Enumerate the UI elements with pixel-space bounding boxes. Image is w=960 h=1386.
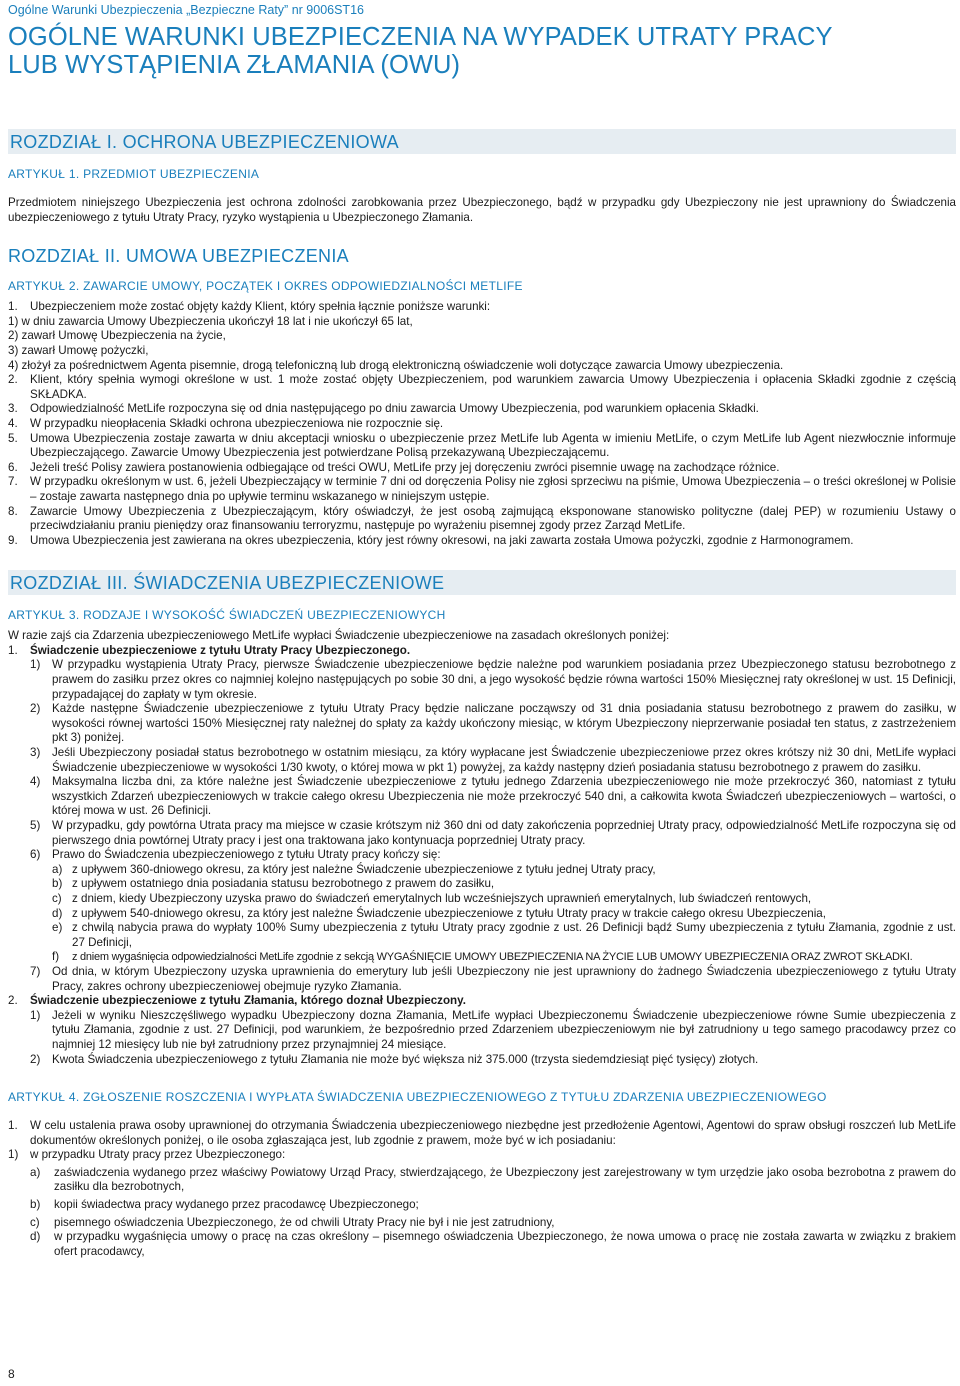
- point-text: Ubezpieczeniem może zostać objęty każdy Klient, który spełnia łącznie poniższe warunki:: [30, 300, 491, 314]
- article-2-point-9: [8, 534, 956, 549]
- point-item: 2) zawarł Umowę Ubezpieczenia na życie,: [8, 329, 226, 343]
- item-text: Prawo do Świadczenia ubezpieczeniowego z tytułu Utraty pracy kończy się:: [52, 848, 441, 862]
- section-1-item-1: [8, 658, 956, 702]
- document-title-line1: OGÓLNE WARUNKI UBEZPIECZENIA NA WYPADEK UTRATY PRACY: [8, 23, 833, 51]
- sub-letter: b): [30, 1198, 41, 1212]
- point-number: 3.: [8, 402, 18, 416]
- point-text: Zawarcie Umowy Ubezpieczenia z Ubezpieczającym, który oświadczył, że jest osobą zajmującą eksponowane stanowisko polityczne (dalej PEP) w rozumieniu Ustawy o przeciwdziałaniu praniu pieniędzy oraz finansowaniu terroryzmu, następuje po wyrażeniu pisemnej zgody przez Zarząd MetLife.: [30, 504, 956, 533]
- article-4-sub-c: [8, 1216, 956, 1231]
- sub-text: z upływem 360-dniowego okresu, za który jest należne Świadczenie ubezpieczeniowe z tytułu jednej Utraty pracy,: [72, 862, 656, 876]
- section-title: Świadczenie ubezpieczeniowe z tytułu Utraty Pracy Ubezpieczonego.: [30, 643, 411, 657]
- sub-letter: f): [52, 950, 60, 964]
- sub-text: kopii świadectwa pracy wydanego przez pracodawcę Ubezpieczonego;: [54, 1198, 419, 1212]
- item-number: 5): [30, 819, 41, 832]
- article-3-intro: W razie zajś cia Zdarzenia ubezpieczeniowego MetLife wypłaci Świadczenie ubezpieczeniowe na zasadach określonych poniżej:: [8, 629, 670, 643]
- sub-letter: a): [52, 862, 63, 876]
- sub-text: z dniem wygaśnięcia odpowiedzialności MetLife zgodnie z sekcją WYGAŚNIĘCIE UMOWY UBEZPIECZENIA NA ŻYCIE LUB UMOWY UBEZPIECZENIA ORAZ ZWROT SKŁADKI.: [72, 951, 913, 964]
- article-3-title: ARTYKUŁ 3. RODZAJE I WYSOKOŚĆ ŚWIADCZEŃ UBEZPIECZENIOWYCH: [8, 608, 446, 623]
- sub-text: zaświadczenia wydanego przez właściwy Powiatowy Urząd Pracy, stwierdzającego, że Ubezpieczony jest zarejestrowany w tym urzędzie jako osoba bezrobotna z prawem do zasiłku dla bezrobotnych,: [54, 1165, 956, 1194]
- page-number: 8: [8, 1367, 15, 1381]
- item-number: 7): [30, 964, 41, 978]
- section-number: 1.: [8, 643, 18, 657]
- item-6-sub-f: [8, 950, 956, 965]
- article-2-point-2: [8, 373, 956, 402]
- point-number: 6.: [8, 460, 18, 474]
- article-3-section-1: [8, 644, 956, 659]
- document-page: [8, 0, 956, 1386]
- sub-letter: c): [52, 891, 62, 905]
- item-number: 4): [30, 775, 41, 789]
- sub-letter: d): [52, 906, 63, 920]
- item-number: 2): [30, 702, 41, 716]
- article-1-text: Przedmiotem niniejszego Ubezpieczenia jest ochrona zdolności zarobkowania przez Ubezpieczonego, bądź w przypadku gdy Ubezpieczony nie jest uprawniony do Świadczenia ubezpieczeniowego z tytułu Utraty Pracy, ryzyko wystąpienia u Ubezpieczonego Złamania.: [8, 196, 956, 224]
- article-2-point-1: [8, 300, 956, 315]
- article-2-title: ARTYKUŁ 2. ZAWARCIE UMOWY, POCZĄTEK I OKRES ODPOWIEDZIALNOŚCI METLIFE: [8, 279, 523, 294]
- document-header: Ogólne Warunki Ubezpieczenia „Bezpieczne Raty” nr 9006ST16: [8, 3, 364, 17]
- sub-text: z dniem, kiedy Ubezpieczony uzyska prawo do świadczeń emerytalnych lub wcześniejszych uprawnień emerytalnych, lub świadczeń rentowych,: [72, 891, 812, 905]
- item-6-sub-b: [8, 877, 956, 892]
- article-2-point-6: [8, 461, 956, 476]
- sub-letter: c): [30, 1215, 40, 1229]
- point-text: Odpowiedzialność MetLife rozpoczyna się od dnia następującego po dniu zawarcia Umowy Ubezpieczenia, pod warunkiem opłacenia Składki.: [30, 402, 759, 416]
- point-item: 4) złożył za pośrednictwem Agenta pisemnie, drogą telefoniczną lub drogą elektroniczną oświadczenie woli dotyczące zawarcia Umowy ubezpieczenia.: [8, 358, 784, 372]
- section-number: 2.: [8, 994, 18, 1008]
- section-title: Świadczenie ubezpieczeniowe z tytułu Złamania, którego doznał Ubezpieczony.: [30, 994, 466, 1008]
- article-2-point-1-item-1: [8, 315, 956, 330]
- sub-letter: b): [52, 877, 63, 891]
- point-number: 4.: [8, 416, 18, 430]
- point-item: 1) w dniu zawarcia Umowy Ubezpieczenia ukończył 18 lat i nie ukończył 65 lat,: [8, 314, 413, 328]
- item-text: Jeżeli w wyniku Nieszczęśliwego wypadku Ubezpieczony dozna Złamania, MetLife wypłaci Ubezpieczonemu Świadczenie ubezpieczeniowe równe Sumie ubezpieczenia z tytułu Złamania, zgodnie z ust. 27 Definicji, pod warunkiem, że bezpośrednio przed Zdarzeniem ubezpieczeniowym nie był zatrudniony u tego samego pracodawcy przez co najmniej 12 miesięcy lub nie był zatrudniony przez przynajmniej 24 miesiące.: [52, 1008, 956, 1051]
- item-text: w przypadku Utraty pracy przez Ubezpieczonego:: [30, 1148, 286, 1162]
- article-2-point-1-item-3: [8, 344, 956, 359]
- article-4-point-1: [8, 1119, 956, 1148]
- point-text: W przypadku określonym w ust. 6, jeżeli Ubezpieczający w terminie 7 dni od doręczenia Polisy nie zgłosi sprzeciwu na piśmie, Umowa Ubezpieczenia – o treści określonej w Polisie – zostaje zawarta następnego dnia po upływie terminu wskazanego w niniejszym ustępie.: [30, 475, 956, 503]
- article-2-point-8: [8, 505, 956, 534]
- item-text: Od dnia, w którym Ubezpieczony uzyska uprawnienia do emerytury lub jeśli Ubezpieczony nie jest uprawniony do żadnego Świadczenia ubezpieczeniowego z tytułu Utraty Pracy, zakres ochrony ubezpieczeniowej obejmuje ryzyko Złamania.: [52, 964, 956, 993]
- point-number: 1.: [8, 300, 18, 314]
- point-number: 5.: [8, 431, 18, 445]
- article-4-title: ARTYKUŁ 4. ZGŁOSZENIE ROSZCZENIA I WYPŁATA ŚWIADCZENIA UBEZPIECZENIOWEGO Z TYTUŁU ZDARZENIA UBEZPIECZENIOWEGO: [8, 1090, 827, 1105]
- item-number: 2): [30, 1052, 41, 1066]
- article-2-point-5: [8, 432, 956, 461]
- item-text: Maksymalna liczba dni, za które należne jest Świadczenie ubezpieczeniowe z tytułu jednego Zdarzenia ubezpieczeniowego nie może przekroczyć 360, natomiast z tytułu wszystkich Zdarzeń ubezpieczeniowych w trakcie całego okresu Ubezpieczenia nie może przekroczyć 540 dni, a całkowita kwota Świadczeń ubezpieczeniowych – wartości, o której mowa w ust. 26 Definicji.: [52, 775, 956, 818]
- item-text: W przypadku, gdy powtórna Utrata pracy ma miejsce w czasie krótszym niż 360 dni od daty zakończenia poprzedniej Utraty pracy, odpowiedzialność MetLife rozpoczyna się od pierwszego dnia powtórnej Utraty pracy i jest ona traktowana jako kontynuacja poprzedniej Utraty pracy.: [52, 819, 956, 847]
- point-text: W przypadku nieopłacenia Składki ochrona ubezpieczeniowa nie rozpocznie się.: [30, 416, 444, 430]
- article-4-sub-d: [8, 1230, 956, 1259]
- section-2-item-1: [8, 1009, 956, 1053]
- item-6-sub-a: [8, 863, 956, 878]
- section-1-item-7: [8, 965, 956, 994]
- sub-letter: e): [52, 921, 63, 935]
- point-number: 7.: [8, 475, 18, 489]
- point-number: 9.: [8, 533, 18, 547]
- item-number: 3): [30, 746, 41, 760]
- article-3-section-2: [8, 994, 956, 1009]
- section-1-item-4: [8, 775, 956, 819]
- item-6-sub-e: [8, 921, 956, 950]
- point-text: W celu ustalenia prawa osoby uprawnionej do otrzymania Świadczenia ubezpieczeniowego niezbędne jest przedłożenie Agentowi, Agentowi do spraw obsługi roszczeń lub MetLife dokumentów określonych poniżej, o ile osoba zgłaszająca jest, lub zgodnie z prawem, może być w ich posiadaniu:: [30, 1119, 956, 1147]
- article-4-sub-a: [8, 1166, 956, 1195]
- point-text: Jeżeli treść Polisy zawiera postanowienia odbiegające od treści OWU, MetLife przy jej doręczeniu zwróci pisemnie uwagę na zachodzące różnice.: [30, 460, 780, 474]
- item-text: Kwota Świadczenia ubezpieczeniowego z tytułu Złamania nie może być większa niż 375.000 (trzysta siedemdziesiąt pięć tysięcy) złotych.: [52, 1052, 759, 1066]
- item-text: Każde następne Świadczenie ubezpieczeniowe z tytułu Utraty Pracy będzie naliczane począwszy od 31 dnia posiadania statusu bezrobotnego z prawem do zasiłku, w wysokości równej wartości 150% Miesięcznej raty należnej do spłaty za każdy ukończony miesiąc, w którym Ubezpieczony nieprzerwanie posiadał ten status, z zastrzeżeniem pkt 3) poniżej.: [52, 702, 956, 745]
- point-number: 8.: [8, 504, 18, 518]
- sub-text: z upływem ostatniego dnia posiadania statusu bezrobotnego z prawem do zasiłku,: [72, 877, 495, 891]
- item-6-sub-c: [8, 892, 956, 907]
- sub-text: w przypadku wygaśnięcia umowy o pracę na czas określony – pisemnego oświadczenia Ubezpieczonego, że nowa umowa o pracę nie została zawarta w związku z brakiem ofert pracodawcy,: [54, 1230, 956, 1258]
- article-4-sub-b: [8, 1198, 956, 1213]
- article-2-point-3: [8, 402, 956, 417]
- item-text: W przypadku wystąpienia Utraty Pracy, pierwsze Świadczenie ubezpieczeniowe będzie należne pod warunkiem posiadania przez Ubezpieczonego statusu bezrobotnego z prawem do zasiłku przez okres co najmniej kolejno następujących po sobie 30 dni, a jego wysokość będzie równa wartości 150% Miesięcznej raty określonej w ust. 15 Definicji, przypadającej do zapłaty w tym okresie.: [52, 658, 956, 701]
- article-4-point-1-item-1: [8, 1148, 956, 1163]
- item-number: 1): [8, 1148, 19, 1162]
- point-text: Klient, który spełnia wymogi określone w ust. 1 może zostać objęty Ubezpieczeniem, pod warunkiem zawarcia Umowy Ubezpieczenia i opłacenia Składki zgodnie z częścią SKŁADKA.: [30, 373, 956, 401]
- section-1-item-2: [8, 702, 956, 746]
- section-1-item-5: [8, 819, 956, 848]
- chapter-2-title: ROZDZIAŁ II. UMOWA UBEZPIECZENIA: [8, 246, 349, 267]
- chapter-3-title: ROZDZIAŁ III. ŚWIADCZENIA UBEZPIECZENIOWE: [8, 570, 956, 595]
- section-1-item-6: [8, 848, 956, 863]
- document-title: [8, 23, 956, 79]
- article-1-title: ARTYKUŁ 1. PRZEDMIOT UBEZPIECZENIA: [8, 167, 260, 181]
- item-number: 1): [30, 1008, 41, 1022]
- item-number: 6): [30, 848, 41, 862]
- item-text: Jeśli Ubezpieczony posiadał status bezrobotnego w ostatnim miesiącu, za który wypłacane jest Świadczenie ubezpieczeniowe przez okres krótszy niż 30 dni, MetLife wypłaci Świadczenie ubezpieczeniowe w wysokości 1/30 kwoty, o której mowa w pkt 1) powyżej, za każdy następny dzień posiadania statusu bezrobotnego z prawem do zasiłku.: [52, 746, 956, 774]
- sub-text: pisemnego oświadczenia Ubezpieczonego, że od chwili Utraty Pracy nie był i nie jest zatrudniony,: [54, 1215, 555, 1229]
- sub-text: z chwilą nabycia prawa do wypłaty 100% Sumy ubezpieczenia z tytułu Utraty pracy zgodnie z ust. 26 Definicji bądź Sumy ubezpieczenia z tytułu Złamania, zgodnie z ust. 27 Definicji,: [72, 921, 956, 949]
- section-1-item-3: [8, 746, 956, 775]
- chapter-1-title: ROZDZIAŁ I. OCHRONA UBEZPIECZENIOWA: [8, 129, 956, 154]
- article-2-point-4: [8, 417, 956, 432]
- item-6-sub-d: [8, 907, 956, 922]
- point-text: Umowa Ubezpieczenia jest zawierana na okres ubezpieczenia, który jest równy okresowi, na jaki zawarta została Umowa pożyczki, zgodnie z Harmonogramem.: [30, 533, 854, 547]
- sub-text: z upływem 540-dniowego okresu, za który jest należne Świadczenie ubezpieczeniowe z tytułu Utraty pracy w trakcie całego okresu Ubezpieczenia,: [72, 906, 826, 920]
- sub-letter: a): [30, 1165, 41, 1179]
- document-title-line2: LUB WYSTĄPIENIA ZŁAMANIA (OWU): [8, 51, 461, 79]
- article-2-point-7: [8, 475, 956, 504]
- section-2-item-2: [8, 1053, 956, 1068]
- point-number: 1.: [8, 1119, 18, 1133]
- point-number: 2.: [8, 373, 18, 387]
- article-2-point-1-item-2: [8, 329, 956, 344]
- item-number: 1): [30, 658, 41, 672]
- article-2-point-1-item-4: [8, 359, 956, 374]
- sub-letter: d): [30, 1230, 41, 1244]
- point-text: Umowa Ubezpieczenia zostaje zawarta w dniu akceptacji wniosku o ubezpieczenie przez MetLife lub Agenta w imieniu MetLife, o czym MetLife lub Agent niezwłocznie informuje Ubezpieczającego. Zawarcie Umowy Ubezpieczenia jest potwierdzane Polisą przekazywaną Ubezpieczającemu.: [30, 431, 956, 460]
- point-item: 3) zawarł Umowę pożyczki,: [8, 343, 149, 357]
